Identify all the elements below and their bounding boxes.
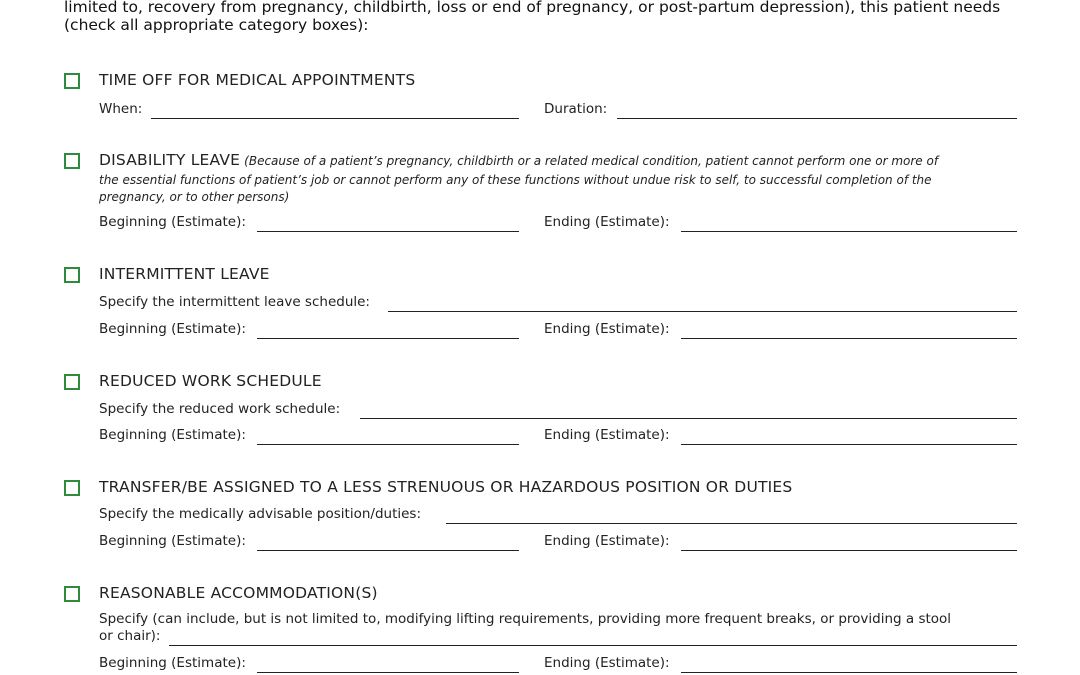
ending-label: Ending (Estimate): (544, 214, 670, 230)
ending-field[interactable] (681, 429, 1017, 445)
ending-label: Ending (Estimate): (544, 533, 670, 549)
ending-field[interactable] (681, 216, 1017, 232)
ending-label: Ending (Estimate): (544, 427, 670, 443)
specify-label-cont: or chair): (99, 628, 161, 644)
specify-field[interactable] (446, 508, 1017, 524)
accommodations-specify-line1: Specify (can include, but is not limited to, modifying lifting requirements, providing more frequent breaks, or providing a stool (99, 611, 952, 627)
row-disability-dates (99, 214, 1024, 234)
row-intermittent-specify (99, 294, 1024, 314)
checkbox-intermittent-leave[interactable] (64, 267, 80, 283)
heading-transfer: TRANSFER/BE ASSIGNED TO A LESS STRENUOUS OR HAZARDOUS POSITION OR DUTIES (99, 478, 793, 496)
beginning-field[interactable] (257, 657, 519, 673)
specify-field[interactable] (169, 630, 1017, 646)
disability-leave-note: (Because of a patient’s pregnancy, childbirth or a related medical condition, patient cannot perform one or more of (244, 154, 939, 168)
ending-label: Ending (Estimate): (544, 655, 670, 671)
beginning-label: Beginning (Estimate): (99, 321, 246, 337)
row-transfer-specify (99, 506, 1024, 526)
specify-field[interactable] (388, 296, 1017, 312)
duration-field[interactable] (617, 103, 1017, 119)
heading-disability-leave (99, 151, 938, 169)
beginning-field[interactable] (257, 535, 519, 551)
ending-field[interactable] (681, 535, 1017, 551)
disability-leave-note-line3: pregnancy, or to other persons) (99, 190, 290, 204)
row-reduced-dates (99, 427, 1024, 447)
ending-field[interactable] (681, 657, 1017, 673)
intro-line-2: (check all appropriate category boxes): (64, 16, 369, 34)
beginning-field[interactable] (257, 429, 519, 445)
row-accommodations-specify (99, 628, 1024, 648)
beginning-field[interactable] (257, 323, 519, 339)
heading-reduced-schedule: REDUCED WORK SCHEDULE (99, 372, 322, 390)
checkbox-transfer[interactable] (64, 480, 80, 496)
beginning-label: Beginning (Estimate): (99, 655, 246, 671)
checkbox-disability-leave[interactable] (64, 153, 80, 169)
checkbox-time-off[interactable] (64, 73, 80, 89)
heading-intermittent-leave: INTERMITTENT LEAVE (99, 265, 270, 283)
duration-label: Duration: (544, 101, 608, 117)
ending-label: Ending (Estimate): (544, 321, 670, 337)
specify-field[interactable] (360, 403, 1017, 419)
checkbox-reduced-schedule[interactable] (64, 374, 80, 390)
heading-time-off: TIME OFF FOR MEDICAL APPOINTMENTS (99, 71, 416, 89)
disability-leave-title: DISABILITY LEAVE (99, 151, 241, 169)
row-intermittent-dates (99, 321, 1024, 341)
specify-label: Specify the intermittent leave schedule: (99, 294, 370, 310)
specify-label: Specify the reduced work schedule: (99, 401, 341, 417)
ending-field[interactable] (681, 323, 1017, 339)
heading-accommodations: REASONABLE ACCOMMODATION(S) (99, 584, 378, 602)
when-label: When: (99, 101, 143, 117)
row-when-duration (99, 101, 1024, 121)
intro-line-1: limited to, recovery from pregnancy, childbirth, loss or end of pregnancy, or post-partum depression), this patient needs (64, 0, 1001, 16)
intro-text (64, 0, 1024, 34)
checkbox-accommodations[interactable] (64, 586, 80, 602)
beginning-label: Beginning (Estimate): (99, 533, 246, 549)
disability-leave-note-line2: the essential functions of patient’s job or cannot perform any of these functions without undue risk to self, to successful completion of the (99, 173, 932, 187)
specify-label: Specify the medically advisable position/duties: (99, 506, 421, 522)
beginning-label: Beginning (Estimate): (99, 214, 246, 230)
row-accommodations-dates (99, 655, 1024, 675)
beginning-label: Beginning (Estimate): (99, 427, 246, 443)
when-field[interactable] (151, 103, 519, 119)
beginning-field[interactable] (257, 216, 519, 232)
row-reduced-specify (99, 401, 1024, 421)
row-transfer-dates (99, 533, 1024, 553)
